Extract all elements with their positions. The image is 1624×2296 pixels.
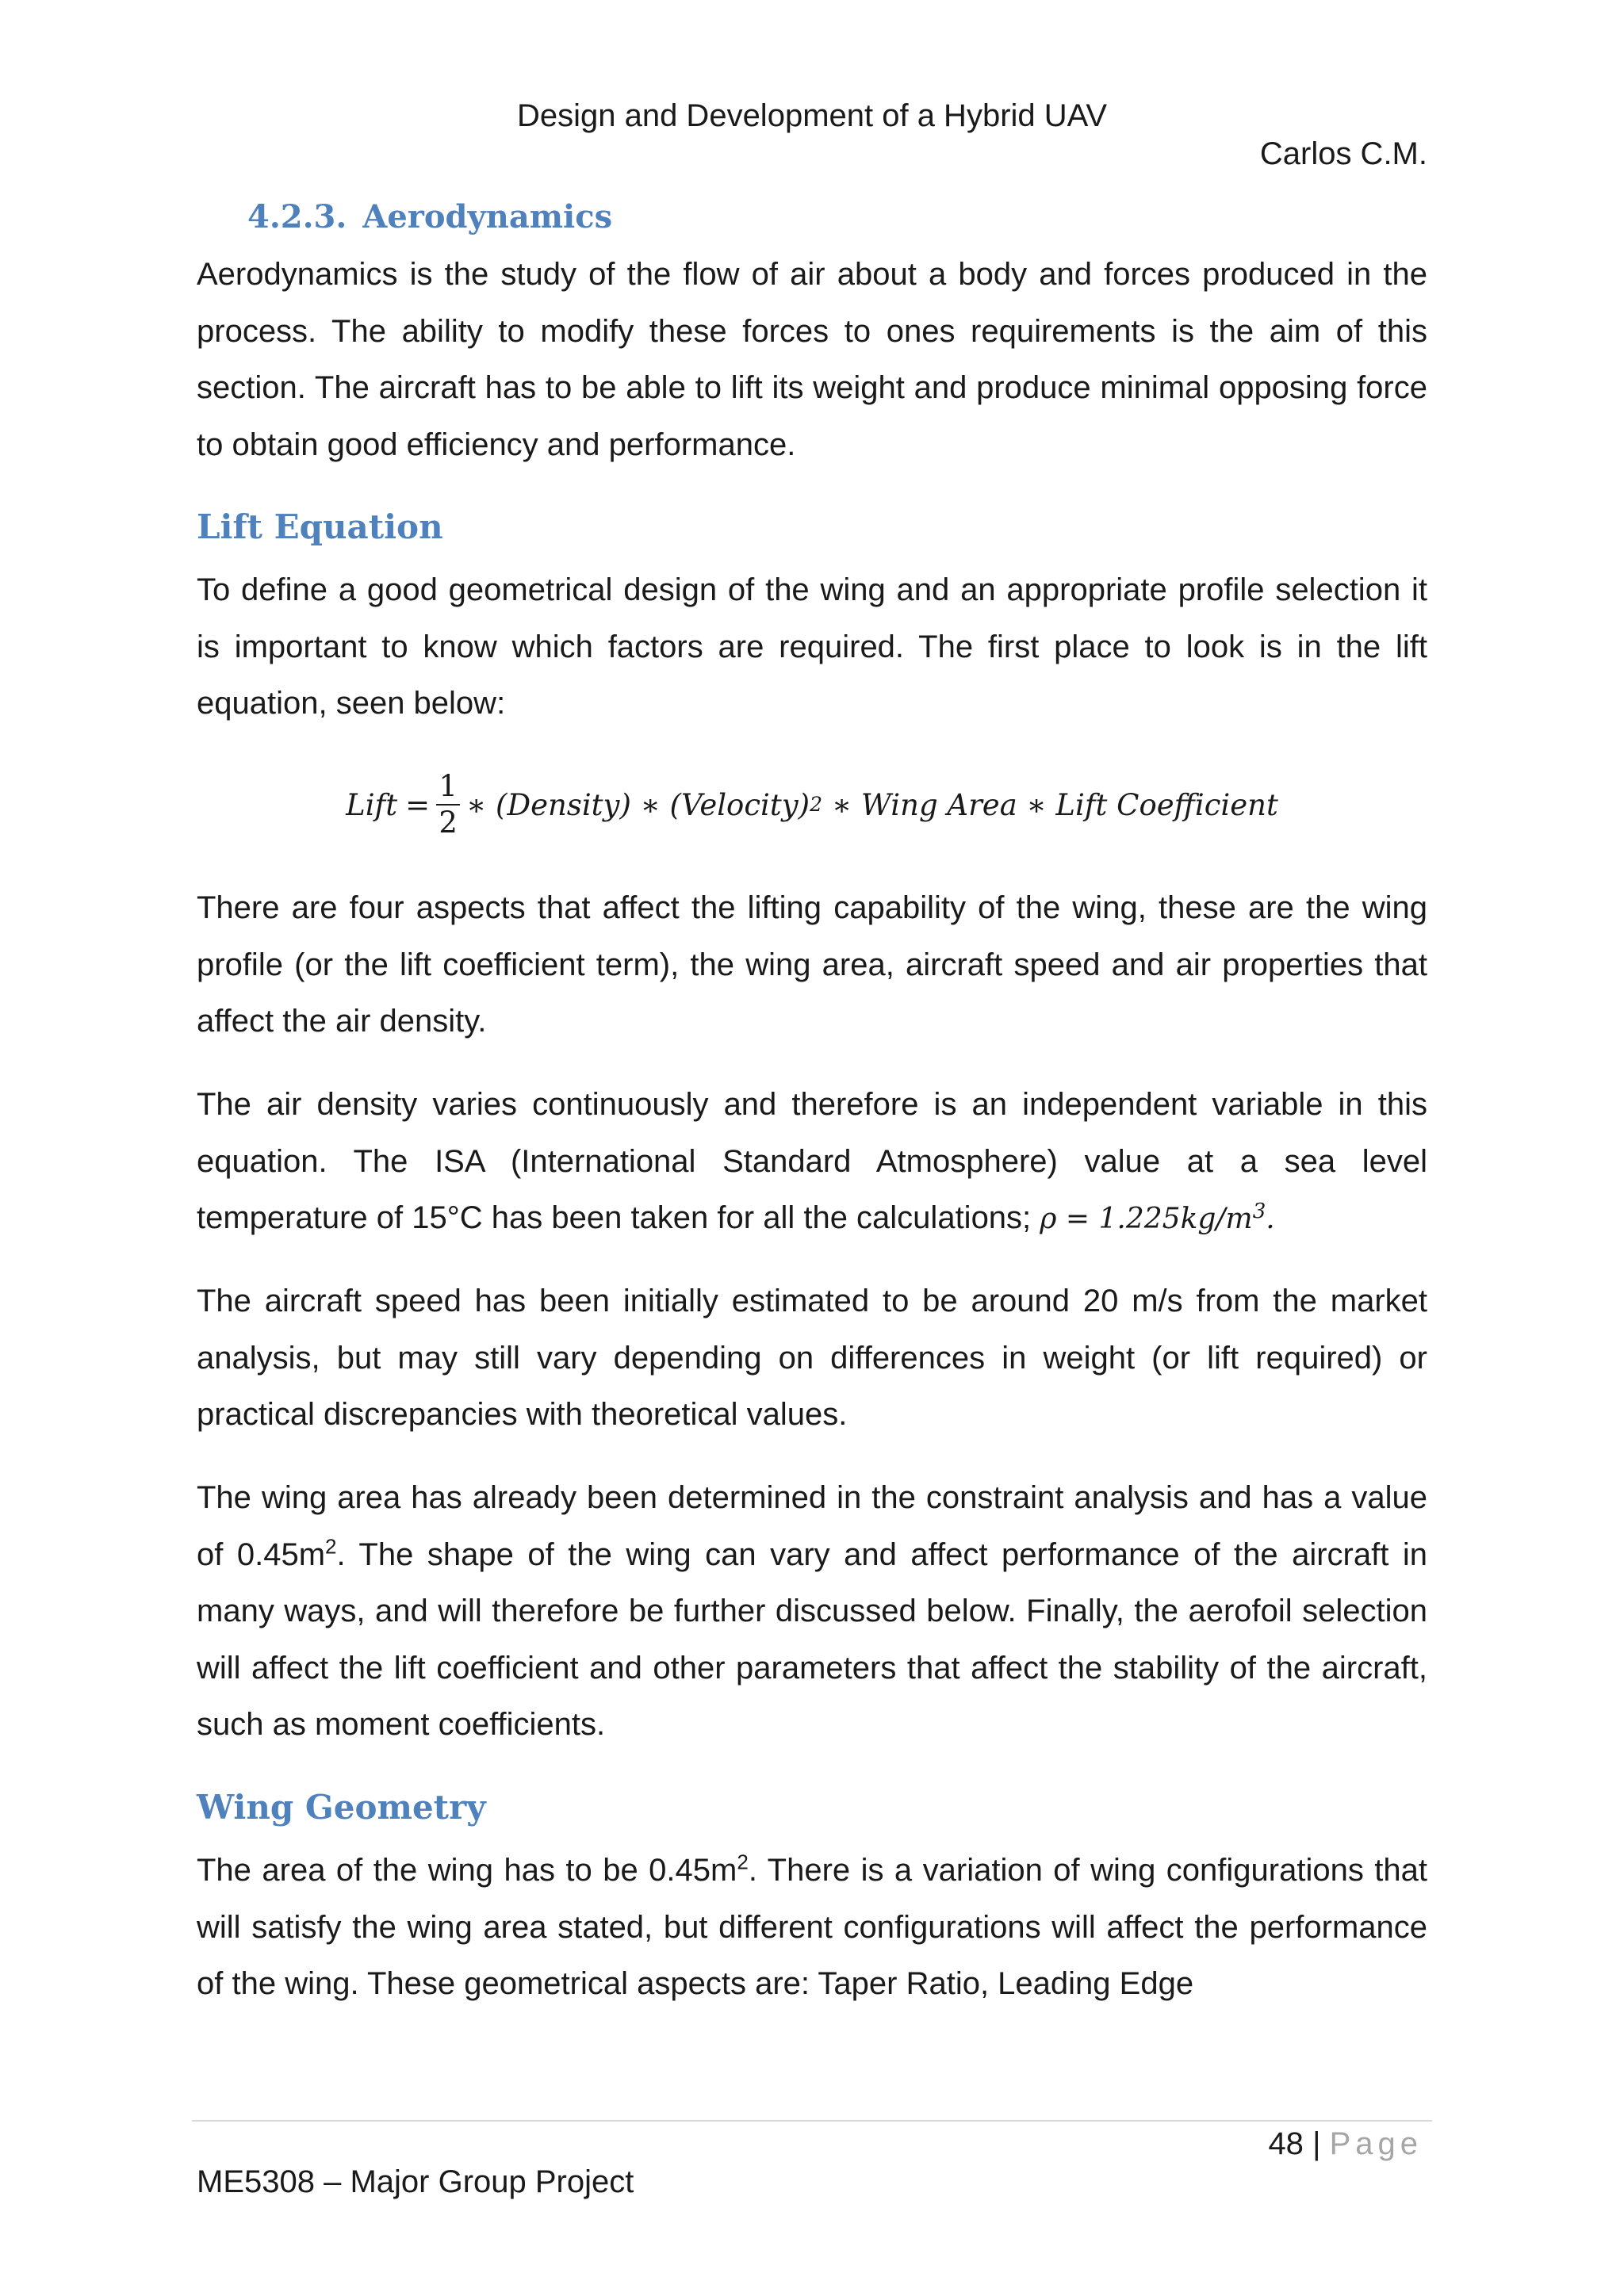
four-aspects-paragraph: There are four aspects that affect the lifting capability of the wing, these are the wing profile (or the lift coefficient term), the wing area, aircraft speed and air properties that affect the air density. — [197, 890, 1427, 1039]
footer-divider — [192, 2120, 1432, 2122]
equation-density-velocity: ∗ (Density) ∗ (Velocity) — [466, 787, 810, 822]
density-exponent: 3 — [1252, 1200, 1266, 1223]
subsection-heading — [247, 195, 612, 239]
air-density-text: The air density varies continuously and therefore is an independent variable in this equation. The ISA (International Standard Atmosphere) value at a sea level temperature of 15°C has been taken for all the calculations; — [197, 1087, 1427, 1235]
subsection-number: 4.2.3. — [247, 198, 347, 235]
area-exponent: 2 — [325, 1534, 337, 1559]
footer-course-title: ME5308 – Major Group Project — [197, 2164, 634, 2199]
page-label: Page — [1329, 2126, 1423, 2161]
page-number-value: 48 — [1268, 2126, 1304, 2161]
equation-wing-area-lift-coefficient: ∗ Wing Area ∗ Lift Coefficient — [832, 787, 1278, 822]
density-formula: $\rho = 1.225kg/m^3$. — [1040, 1200, 1275, 1235]
wing-area-paragraph: The wing area has already been determined in the constraint analysis and has a value of $0.45m^2$. The shape of the wing can vary and affect performance of the aircraft in many ways, and will therefore be further discussed below. Finally, the aerofoil selection will affect the lift coefficient and other parameters that affect the stability of the aircraft, such as moment coefficients. — [197, 1480, 1427, 1742]
wing-geometry-paragraph: The area of the wing has to be $0.45m^2$. There is a variation of wing configurations that will satisfy the wing area stated, but different configurations will affect the performance of the wing. These geometrical aspects are: Taper Ratio, Leading Edge — [197, 1850, 1428, 2001]
running-header-title: Design and Development of a Hybrid UAV — [516, 98, 1108, 133]
page-number — [1268, 2122, 1423, 2166]
running-header-author: Carlos C.M. — [1259, 136, 1427, 171]
equation-equals: = — [405, 787, 431, 822]
fraction-denominator: 2 — [439, 806, 458, 840]
page-separator: | — [1312, 2126, 1321, 2161]
lift-equation-heading: Lift Equation — [197, 507, 443, 546]
equation-fraction — [436, 769, 460, 840]
subsection-title: Aerodynamics — [362, 198, 613, 235]
air-density-paragraph — [197, 1077, 1427, 1248]
equation-lhs: Lift — [346, 787, 398, 822]
fraction-numerator: 1 — [439, 769, 458, 803]
aircraft-speed-paragraph: The aircraft speed has been initially estimated to be around 20 m/s from the market analysis, but may still vary depending on differences in weight (or lift required) or practical discrepancies with theoretical values. — [197, 1284, 1427, 1432]
lift-equation: Lift = $\frac{1}{2}$ ∗ (Density) ∗ (Velocity) 2 ∗ Wing Area ∗ Lift Coefficient — [346, 769, 1278, 840]
aerodynamics-intro-paragraph: Aerodynamics is the study of the flow of air about a body and forces produced in the process. The ability to modify these forces to ones requirements is the aim of this section. The aircraft has to be able to lift its weight and produce minimal opposing force to obtain good efficiency and performance. — [197, 257, 1427, 462]
wing-area-exponent: 2 — [737, 1850, 749, 1874]
wing-geometry-heading: Wing Geometry — [197, 1788, 486, 1827]
lift-equation-intro-paragraph: To define a good geometrical design of the wing and an appropriate profile selection it is important to know which factors are required. The first place to look is in the lift equation, seen below: — [197, 572, 1427, 721]
